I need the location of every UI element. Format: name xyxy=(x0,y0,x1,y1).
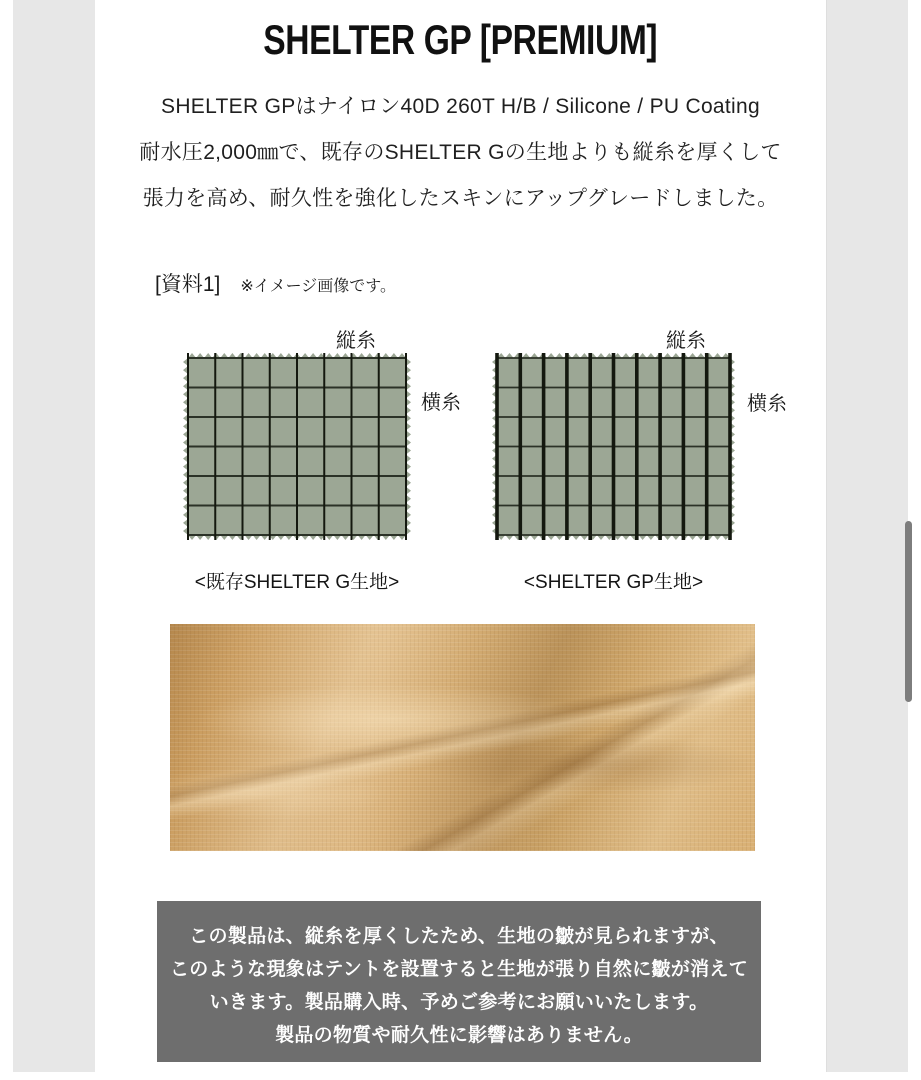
page-title xyxy=(95,16,826,64)
fabric-diagram-shelter-gp xyxy=(492,353,735,540)
page-margin-right xyxy=(826,0,908,1072)
caption-gp-fabric: <SHELTER GP生地> xyxy=(523,572,704,593)
reference-row xyxy=(155,268,396,298)
notice-box xyxy=(157,901,761,1062)
reference-label: [資料1] xyxy=(155,273,221,296)
fabric-photo xyxy=(170,624,755,851)
description-line-1: SHELTER GPはナイロン40D 260T H/B / Silicone / PU Coating xyxy=(161,95,760,118)
warp-thread-label-right: 縦糸 xyxy=(666,330,706,352)
weft-thread-label-right: 横糸 xyxy=(747,393,787,415)
fabric-diagram-existing-shelter-g xyxy=(183,353,411,540)
page-title-text: SHELTER GP [PREMIUM] xyxy=(263,16,658,63)
notice-line-1: この製品は、縦糸を厚くしたため、生地の皺が見られますが、 xyxy=(189,926,729,947)
scrollbar-thumb[interactable] xyxy=(905,521,912,702)
warp-thread-label-left: 縦糸 xyxy=(336,330,376,352)
page-margin-left xyxy=(13,0,96,1072)
product-description xyxy=(95,84,826,222)
weft-thread-label-left: 横糸 xyxy=(421,392,461,414)
reference-note: ※イメージ画像です。 xyxy=(240,278,397,295)
description-line-3: 張力を高め、耐久性を強化したスキンにアップグレードしました。 xyxy=(142,187,779,210)
notice-line-2: このような現象はテントを設置すると生地が張り自然に皺が消えて xyxy=(169,959,749,980)
description-line-2: 耐水圧2,000㎜で、既存のSHELTER Gの生地よりも縦糸を厚くして xyxy=(139,141,782,164)
caption-existing-fabric: <既存SHELTER G生地> xyxy=(194,572,400,593)
notice-line-3: いきます。製品購入時、予めご参考にお願いいたします。 xyxy=(209,992,709,1013)
notice-line-4: 製品の物質や耐久性に影響はありません。 xyxy=(275,1025,643,1046)
